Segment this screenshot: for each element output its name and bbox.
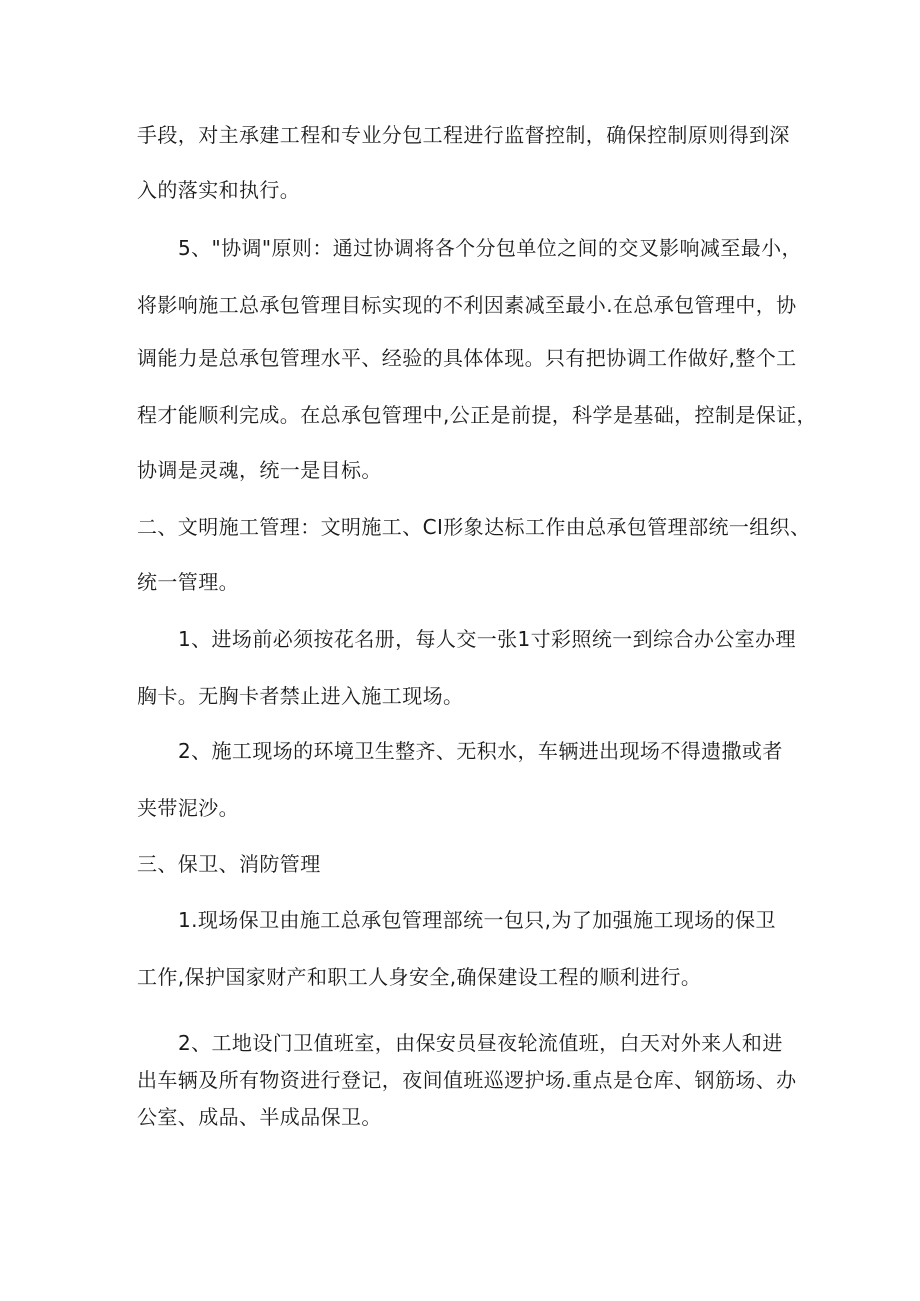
security-item-2-line-2: 出车辆及所有物资进行登记，夜间值班巡逻护场.重点是仓库、钢筋场、办 <box>137 1068 797 1092</box>
paragraph-4-line-1: 手段，对主承建工程和专业分包工程进行监督控制，确保控制原则得到深 <box>137 123 790 147</box>
section-2-heading-line-2: 统一管理。 <box>137 570 239 594</box>
security-item-2-line-3: 公室、成品、半成品保卫。 <box>137 1105 382 1129</box>
paragraph-5-line-3: 调能力是总承包管理水平、经验的具体体现。只有把协调工作做好,整个工 <box>137 346 797 370</box>
security-item-1-line-1: 1.现场保卫由施工总承包管理部统一包只,为了加强施工现场的保卫 <box>178 908 776 932</box>
paragraph-5-line-4: 程才能顺利完成。在总承包管理中,公正是前提，科学是基础，控制是保证， <box>137 403 817 427</box>
paragraph-4-line-2: 入的落实和执行。 <box>137 178 301 202</box>
item-1-line-2: 胸卡。无胸卡者禁止进入施工现场。 <box>137 684 464 708</box>
security-item-2-line-1: 2、工地设门卫值班室，由保安员昼夜轮流值班，白天对外来人和进 <box>178 1031 783 1055</box>
item-2-line-2: 夹带泥沙。 <box>137 796 239 820</box>
paragraph-5-line-5: 协调是灵魂，统一是目标。 <box>137 458 382 482</box>
paragraph-5-line-2: 将影响施工总承包管理目标实现的不利因素减至最小.在总承包管理中，协 <box>137 293 797 317</box>
item-1-line-1: 1、进场前必须按花名册，每人交一张1寸彩照统一到综合办公室办理 <box>178 627 796 651</box>
security-item-1-line-2: 工作,保护国家财产和职工人身安全,确保建设工程的顺利进行。 <box>137 965 702 989</box>
item-2-line-1: 2、施工现场的环境卫生整齐、无积水，车辆进出现场不得遗撒或者 <box>178 739 783 763</box>
section-2-heading-line-1: 二、文明施工管理：文明施工、CI形象达标工作由总承包管理部统一组织、 <box>137 515 811 539</box>
paragraph-5-line-1: 5、"协调"原则：通过协调将各个分包单位之间的交叉影响减至最小， <box>178 236 802 260</box>
section-3-heading: 三、保卫、消防管理 <box>137 852 321 876</box>
